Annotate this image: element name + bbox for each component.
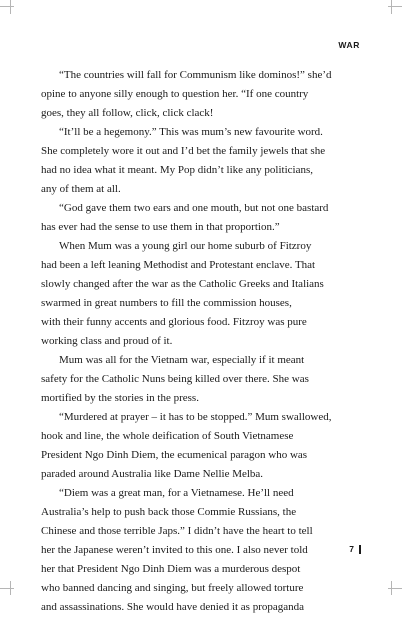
folio bbox=[349, 544, 361, 554]
crop-mark-top-left-h bbox=[0, 6, 14, 7]
text-line: hook and line, the whole deification of South Vietnamese bbox=[41, 430, 294, 442]
text-line: has ever had the sense to use them in that proportion.” bbox=[41, 221, 280, 233]
text-line: and assassinations. She would have denied it as propaganda bbox=[41, 601, 305, 613]
crop-mark-bottom-right-v bbox=[391, 581, 392, 595]
text-line: paraded around Australia like Dame Nellie Melba. bbox=[41, 468, 264, 480]
text-line: “The countries will fall for Communism like dominos!” she’d bbox=[59, 69, 332, 81]
text-line: “It’ll be a hegemony.” This was mum’s new favourite word. bbox=[59, 126, 323, 138]
crop-mark-top-left-v bbox=[10, 0, 11, 14]
text-line: She completely wore it out and I’d bet the family jewels that she bbox=[41, 145, 326, 157]
page-number: 7 bbox=[349, 544, 354, 554]
text-line: mortified by the stories in the press. bbox=[41, 392, 199, 404]
text-line: “Murdered at prayer – it has to be stopped.” Mum swallowed, bbox=[59, 411, 332, 423]
text-line: her that President Ngo Dinh Diem was a murderous despot bbox=[41, 563, 301, 575]
text-line: President Ngo Dinh Diem, the ecumenical paragon who was bbox=[41, 449, 308, 461]
running-head: WAR bbox=[338, 40, 360, 50]
text-line: had no idea what it meant. My Pop didn’t like any politicians, bbox=[41, 164, 314, 176]
text-line: working class and proud of it. bbox=[41, 335, 173, 347]
text-line: slowly changed after the war as the Catholic Greeks and Italians bbox=[41, 278, 324, 290]
text-line: opine to anyone silly enough to question her. “If one country bbox=[41, 88, 309, 100]
crop-mark-bottom-left-v bbox=[10, 581, 11, 595]
crop-mark-top-right-v bbox=[391, 0, 392, 14]
body-text bbox=[41, 66, 363, 617]
text-line: Chinese and those terrible Japs.” I didn’t have the heart to tell bbox=[41, 525, 313, 537]
text-line: When Mum was a young girl our home suburb of Fitzroy bbox=[59, 240, 312, 252]
folio-rule bbox=[359, 545, 361, 554]
text-line: her the Japanese weren’t invited to this one. I also never told bbox=[41, 544, 308, 556]
text-line: had been a left leaning Methodist and Protestant enclave. That bbox=[41, 259, 316, 271]
text-line: goes, they all follow, click, click clack! bbox=[41, 107, 214, 119]
text-line: with their funny accents and glorious food. Fitzroy was pure bbox=[41, 316, 307, 328]
text-line: who banned dancing and singing, but freely allowed torture bbox=[41, 582, 304, 594]
text-line: any of them at all. bbox=[41, 183, 121, 195]
text-line: “Diem was a great man, for a Vietnamese. He’ll need bbox=[59, 487, 294, 499]
text-line: safety for the Catholic Nuns being killed over there. She was bbox=[41, 373, 309, 385]
text-line: swarmed in great numbers to fill the commission houses, bbox=[41, 297, 292, 309]
text-line: “God gave them two ears and one mouth, but not one bastard bbox=[59, 202, 329, 214]
text-line: Mum was all for the Vietnam war, especially if it meant bbox=[59, 354, 305, 366]
crop-mark-bottom-left-h bbox=[0, 588, 14, 589]
text-line: Australia’s help to push back those Commie Russians, the bbox=[41, 506, 297, 518]
